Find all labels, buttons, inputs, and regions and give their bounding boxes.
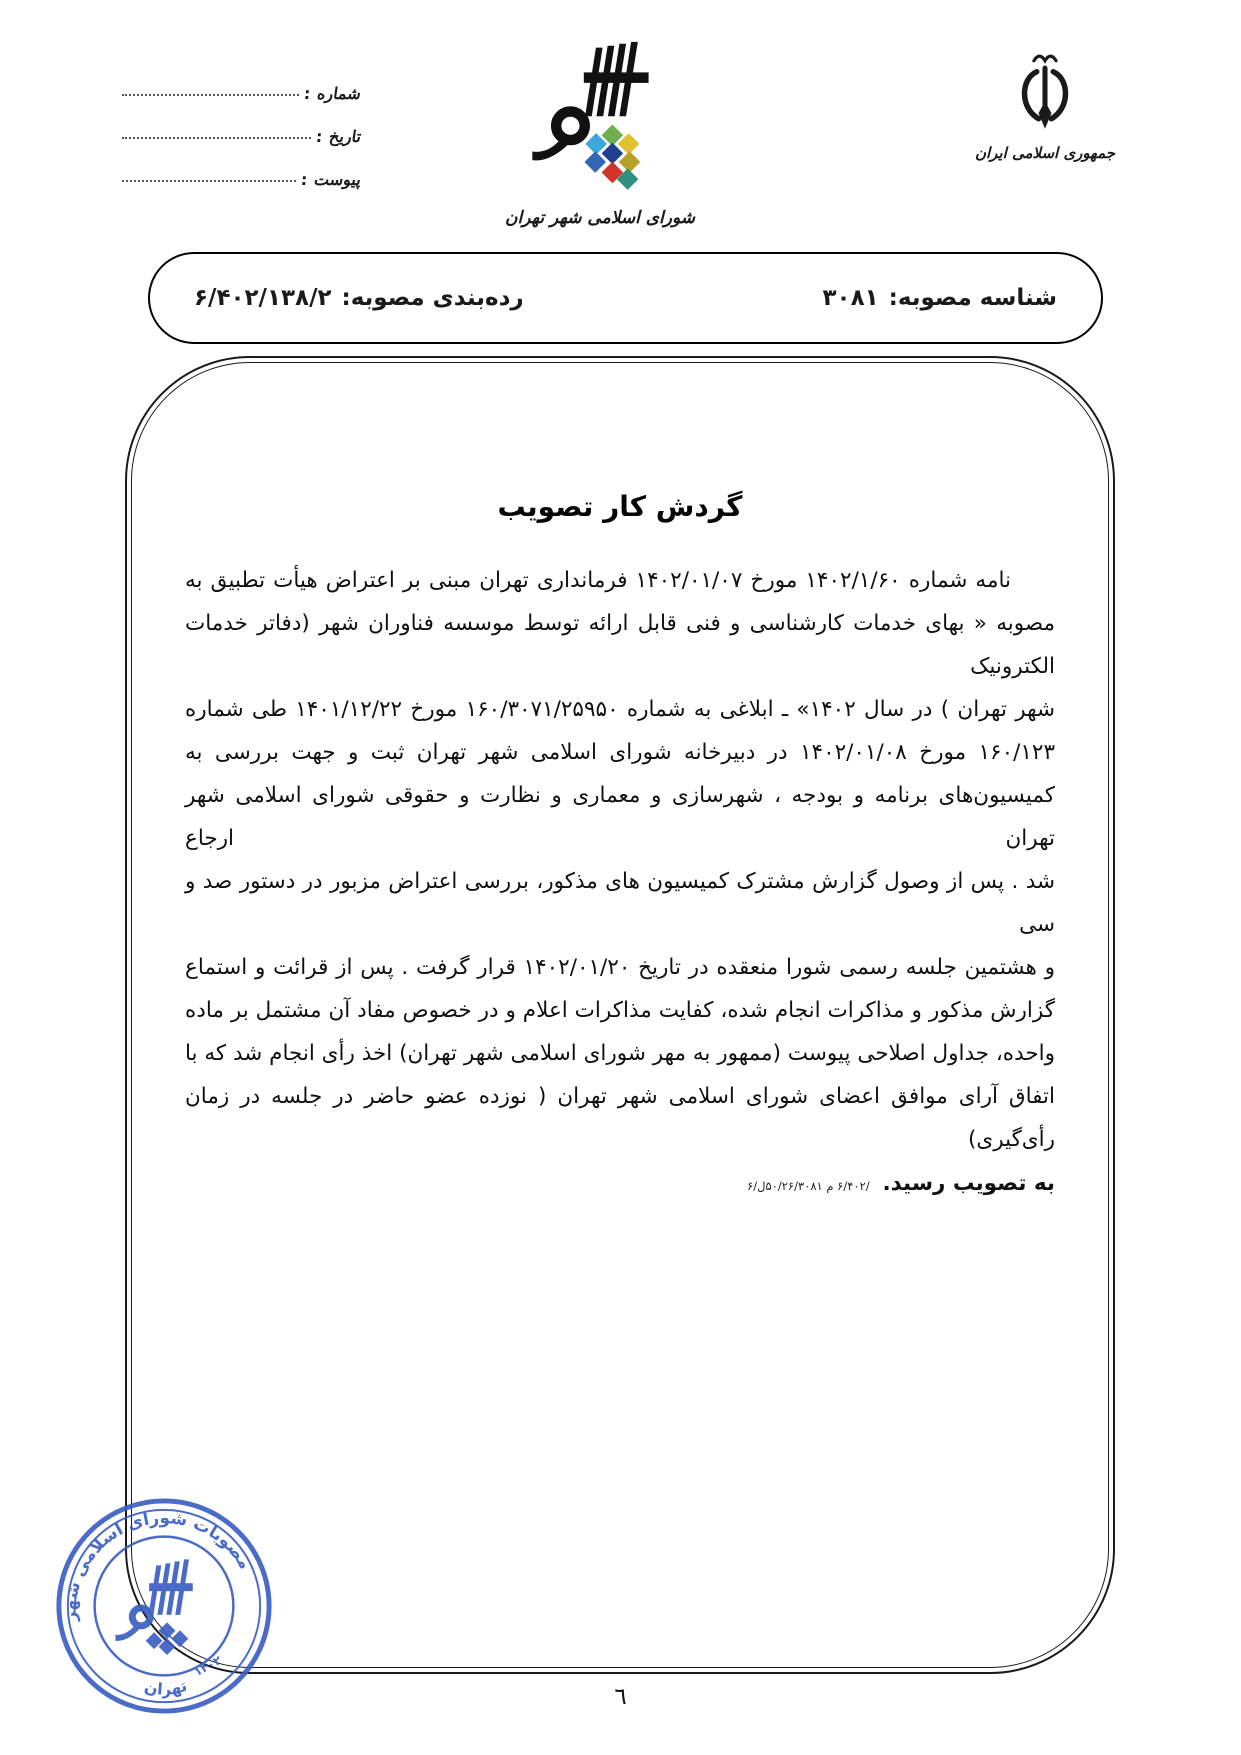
attachment-field-dotted-line [122,179,296,182]
council-stamp [50,1492,278,1720]
approval-classification-label: رده‌بندی مصوبه: [341,285,524,311]
closing-line [185,1162,1055,1208]
date-field-dotted-line [122,136,311,139]
council-logo-caption: شورای اسلامی شهر تهران [504,208,696,228]
national-emblem [932,48,1158,162]
body-line: و هشتمین جلسه رسمی شورا منعقده در تاریخ ۱۴۰۲/۰۱/۲۰ قرار گرفت . پس از قرائت و استماع [185,955,1055,980]
stamp-year: ۱۴۰۲ [191,1653,224,1680]
council-logo [487,40,713,228]
field-row-number [122,60,360,103]
letterhead-fields [122,60,360,189]
body-line: اتفاق آرای موافق اعضای شورای اسلامی شهر تهران ( نوزده عضو حاضر در جلسه در زمان رأی‌گیری) [185,1084,1055,1152]
approval-id-bar [148,252,1103,344]
approval-id [823,285,1057,311]
document-card-content [127,358,1113,1672]
body-line: شد . پس از وصول گزارش مشترک کمیسیون های مذکور، بررسی اعتراض مزبور در دستور صد و سی [185,869,1055,937]
number-field-dotted-line [122,93,299,96]
svg-text:تهران [143,1676,190,1699]
stamp-ring-text-bottom: تهران [142,1675,190,1699]
attachment-field-label: پیوست : [300,170,361,189]
field-row-attachment [122,146,360,189]
body-line: ۱۶۰/۱۲۳ مورخ ۱۴۰۲/۰۱/۰۸ در دبیرخانه شورای اسلامی شهر تهران ثبت و جهت بررسی به [185,740,1055,765]
date-field-label: تاریخ : [315,127,361,146]
document-title: گردش کار تصویب [497,490,743,523]
approval-id-label: شناسه مصوبه: [888,285,1057,311]
council-logo-icon [525,40,675,202]
approval-id-value: ۳۰۸۱ [822,285,879,311]
body-line: واحده، جداول اصلاحی پیوست (ممهور به مهر شورای اسلامی شهر تهران) اخذ رأی انجام شد که با [185,1041,1055,1066]
number-field-label: شماره : [303,84,361,103]
page-number: ٦ [614,1684,627,1710]
council-stamp-icon [50,1492,278,1720]
council-logo-diamonds [584,125,640,190]
body-line: نامه شماره ۱۴۰۲/۱/۶۰ مورخ ۱۴۰۲/۰۱/۰۷ فرمانداری تهران مبنی بر اعتراض هیأت تطبیق به [185,568,1012,593]
body-line: شهر تهران ) در سال ۱۴۰۲» ـ ابلاغی به شماره ۱۶۰/۳۰۷۱/۲۵۹۵۰ مورخ ۱۴۰۱/۱۲/۲۲ طی شماره [185,697,1056,722]
iran-emblem-icon [999,48,1091,136]
body-line: مصوبه « بهای خدمات کارشناسی و فنی قابل ارائه توسط موسسه فناوران شهر (دفاتر خدمات الکترونیک [185,611,1055,679]
body-line: گزارش مذکور و مذاکرات انجام شده، کفایت مذاکرات اعلام و در خصوص مفاد آن مشتمل بر ماده [185,998,1055,1023]
archive-code: /۶/۴۰۲ م ۵۰/۲۶/۳۰۸۱ل/۶ [747,1179,870,1193]
closing-statement: به تصویب رسید. [882,1171,1055,1196]
document-card [125,356,1115,1674]
body-line: کمیسیون‌های برنامه و بودجه ، شهرسازی و معماری و نظارت و حقوقی شورای اسلامی شهر تهران ارجاع [185,783,1055,851]
approval-classification-value: ۶/۴۰۲/۱۳۸/۲ [194,285,332,311]
document-body [185,559,1055,1208]
emblem-caption: جمهوری اسلامی ایران [974,144,1116,162]
approval-classification [194,285,524,311]
stamp-ring-text-top: مصوبات شورای اسلامی شهر [59,1507,256,1622]
field-row-date [122,103,360,146]
